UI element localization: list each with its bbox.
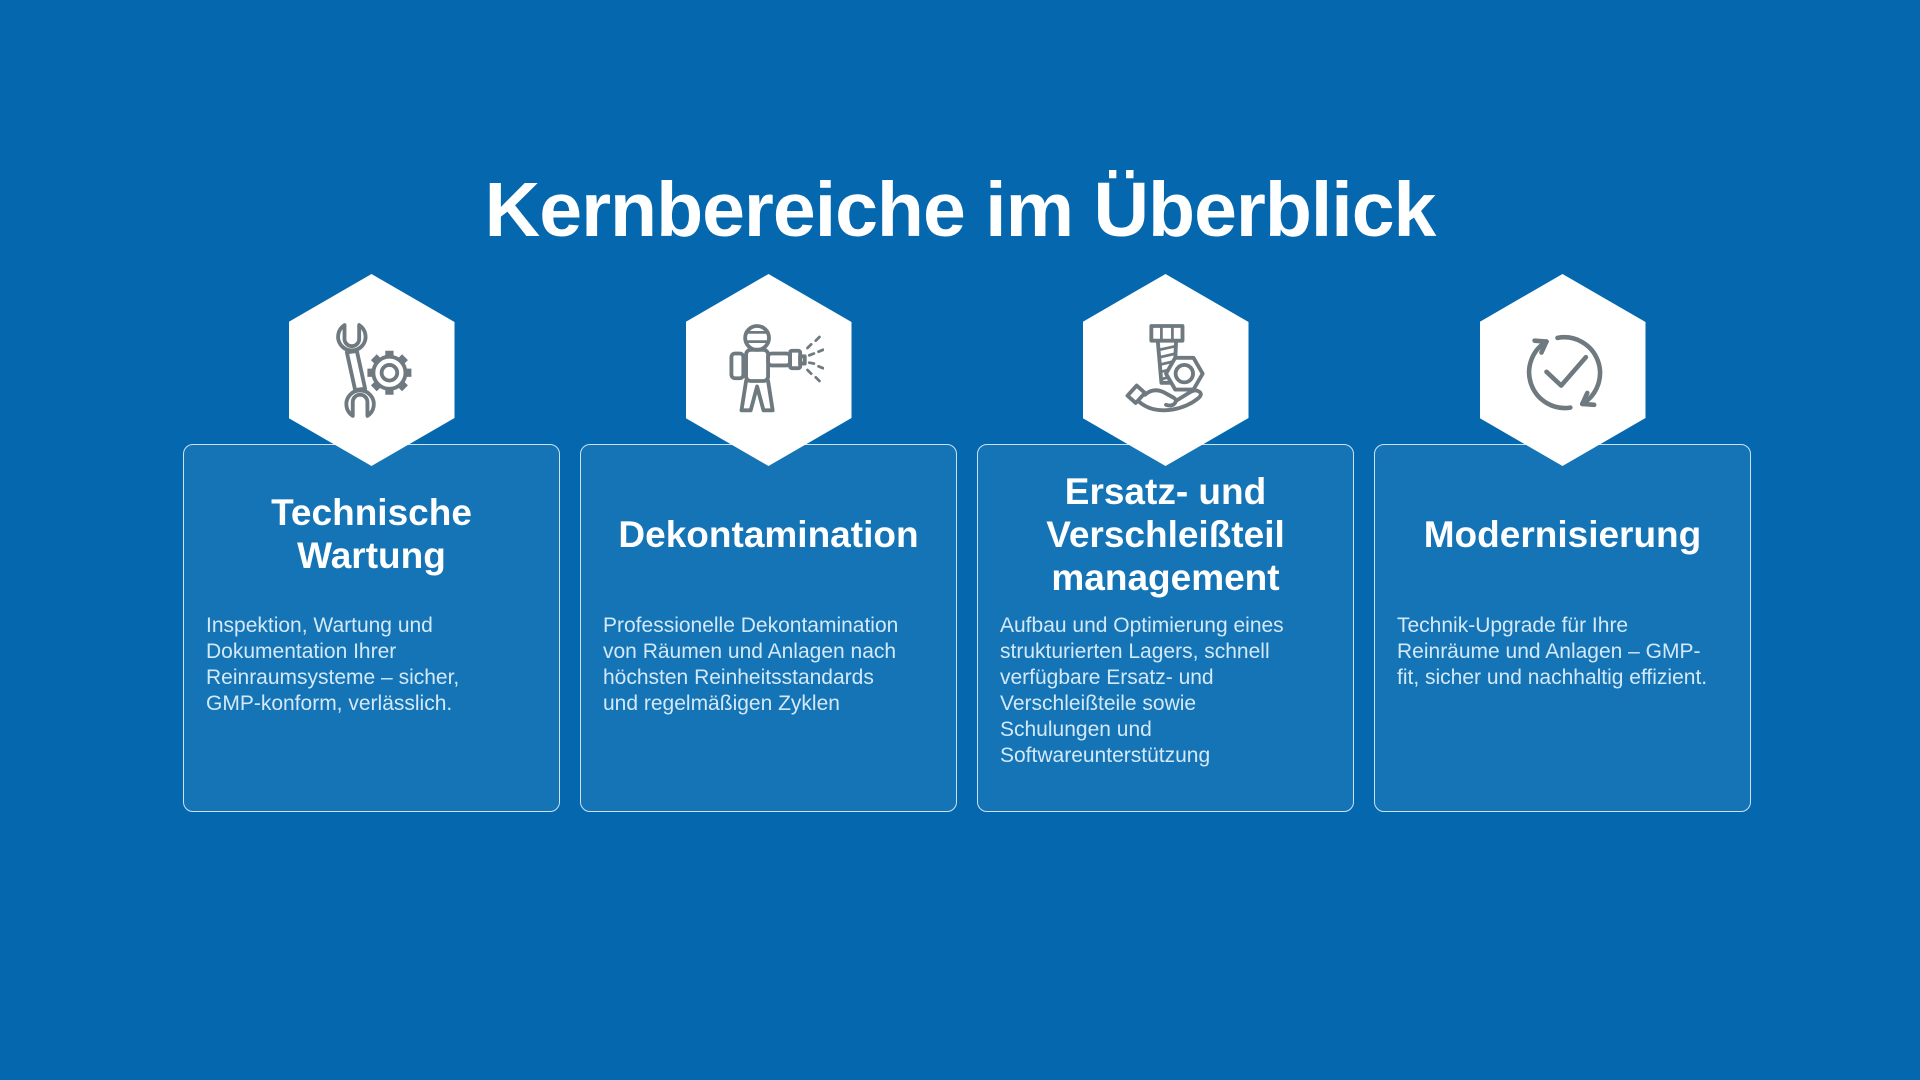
card-technische-wartung: [183, 444, 560, 812]
card-ersatzteilmanagement: [977, 444, 1354, 812]
cards-row: [183, 444, 1751, 812]
card-description: Inspektion, Wartung und Dokumentation Ihrer Reinraumsysteme – sicher, GMP-konform, verlässlich.: [206, 614, 460, 715]
decontamination-sprayer-icon: [714, 315, 824, 425]
wrench-gear-icon: [317, 315, 427, 425]
card-title: Modernisierung: [1423, 513, 1702, 555]
card-description: Aufbau und Optimierung eines strukturierten Lagers, schnell verfügbare Ersatz- und Verschleißteile sowie Schulungen und Softwareunterstützung: [1000, 614, 1284, 767]
card-modernisierung: [1374, 444, 1751, 812]
card-dekontamination: [580, 444, 957, 812]
hexagon-badge: [686, 274, 852, 466]
card-title: Dekontamination: [618, 513, 919, 555]
card-title: Ersatz- und Verschleißteil management: [1046, 470, 1285, 598]
page-title: Kernbereiche im Überblick: [484, 167, 1436, 253]
bolt-nut-hand-icon: [1111, 315, 1221, 425]
card-title: Technische Wartung: [271, 492, 472, 576]
hexagon-badge: [289, 274, 455, 466]
hexagon-badge: [1480, 274, 1646, 466]
card-description: Professionelle Dekontamination von Räumen und Anlagen nach höchsten Reinheitsstandards und regelmäßigen Zyklen: [603, 614, 899, 715]
refresh-check-icon: [1508, 315, 1618, 425]
card-description: Technik-Upgrade für Ihre Reinräume und Anlagen – GMP-fit, sicher und nachhaltig effizient.: [1397, 614, 1708, 689]
hexagon-badge: [1083, 274, 1249, 466]
